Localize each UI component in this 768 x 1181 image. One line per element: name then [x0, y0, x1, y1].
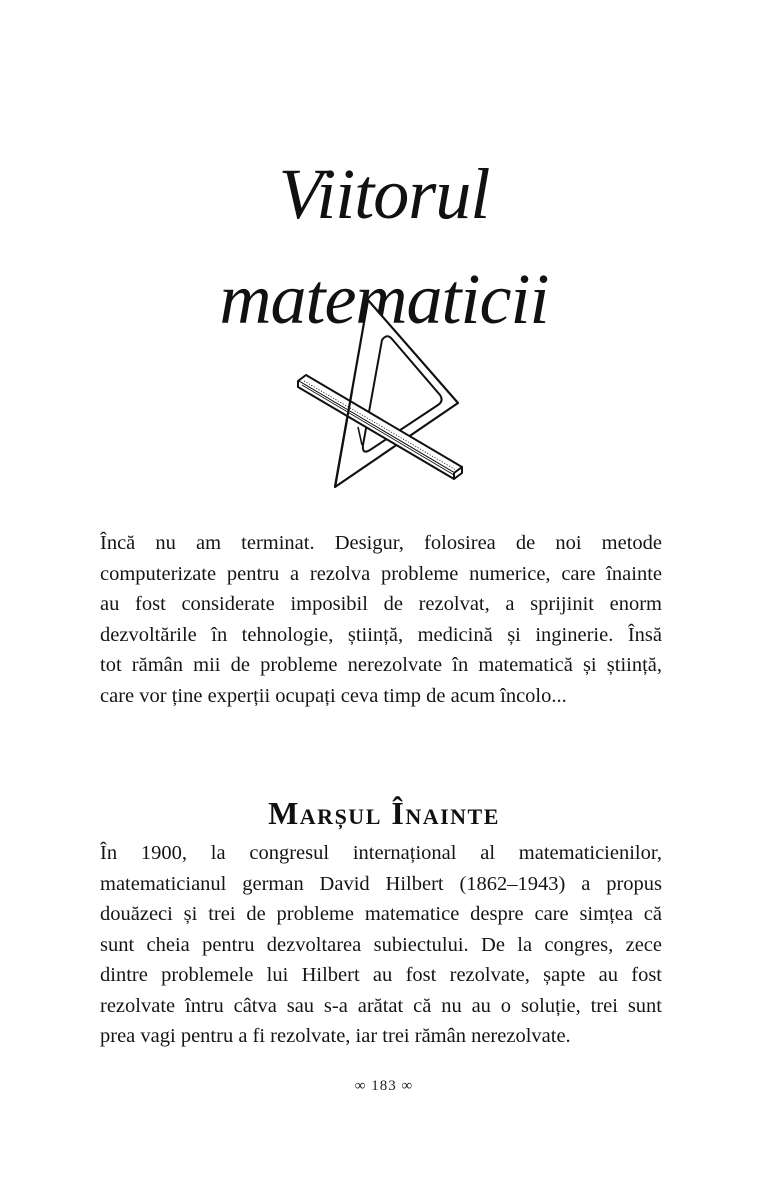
text-line: care vor ține experții ocupați ceva timp de acum încolo...	[100, 684, 567, 707]
set-square-and-ruler-icon	[290, 295, 470, 495]
text-line: În 1900, la congresul internațional al matematicienilor,	[100, 842, 662, 864]
text-line: matematicianul german David Hilbert (1862–1943) a propus	[100, 872, 662, 895]
text-line: douăzeci și trei de probleme matematice despre care simțea că	[100, 903, 662, 925]
text-line: dintre problemele lui Hilbert au fost rezolvate, șapte au fost	[100, 964, 662, 986]
text-line: tot rămân mii de probleme nerezolvate în matematică și știință,	[100, 654, 662, 676]
text-line: dezvoltările în tehnologie, știință, medicină și inginerie. Însă	[100, 623, 662, 646]
chapter-title-line-1: Viitorul	[278, 154, 490, 235]
page-number: ∞ 183 ∞	[354, 1078, 414, 1094]
text-line: sunt cheia pentru dezvoltarea subiectului. De la congres, zece	[100, 933, 662, 956]
text-line: computerizate pentru a rezolva probleme numerice, care înainte	[100, 562, 662, 585]
chapter-title-line-2: matematicii	[219, 259, 549, 340]
text-line: prea vagi pentru a fi rezolvate, iar trei rămân nerezolvate.	[100, 1025, 571, 1047]
intro-paragraph	[100, 528, 662, 711]
section-paragraph	[100, 838, 662, 1052]
text-line: au fost considerate imposibil de rezolvat, a sprijinit enorm	[100, 593, 662, 615]
text-line: Încă nu am terminat. Desigur, folosirea de noi metode	[100, 532, 662, 554]
text-line: rezolvate întru câtva sau s-a arătat că nu au o soluție, trei sunt	[100, 994, 662, 1017]
section-heading: Marșul Înainte	[268, 794, 500, 831]
